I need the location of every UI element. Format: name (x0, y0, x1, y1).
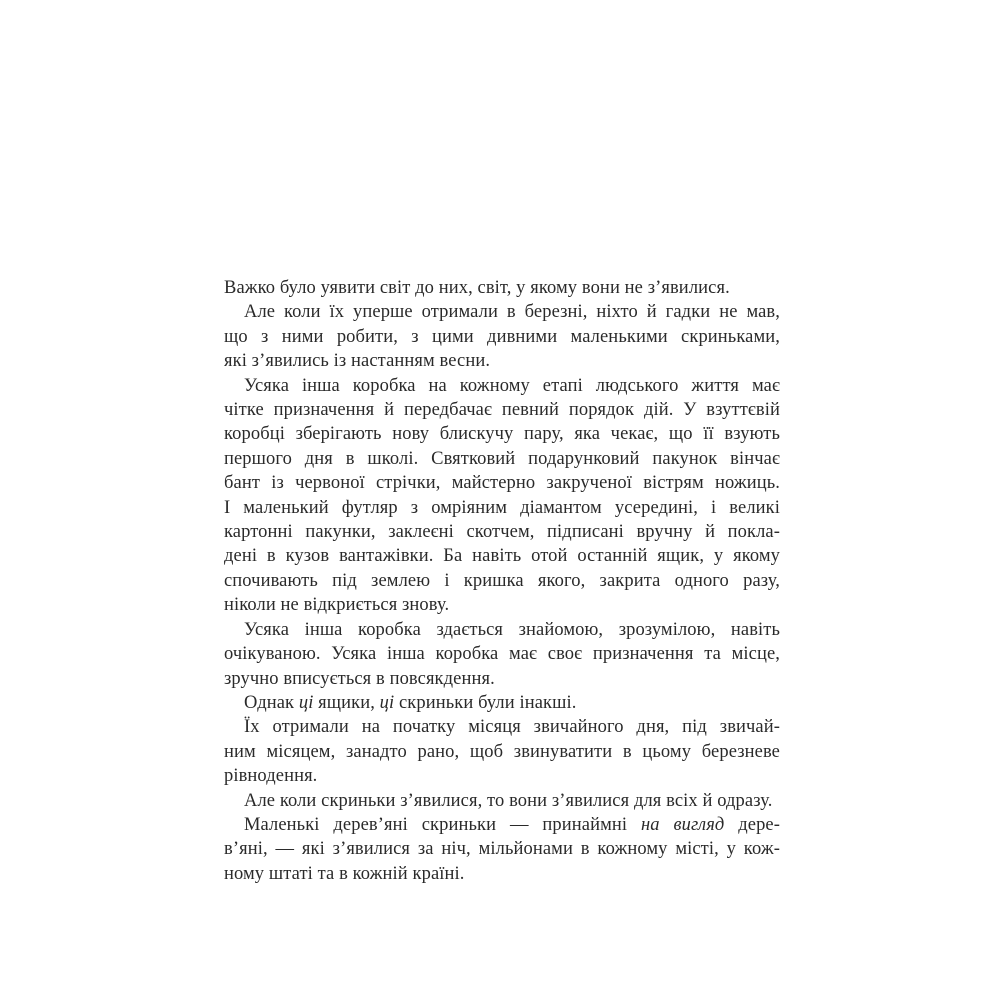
text-line (224, 300, 780, 324)
text-line (224, 422, 780, 446)
text-line (224, 618, 780, 642)
paragraph-3 (224, 374, 780, 618)
paragraph-1 (224, 276, 780, 300)
text-segment: Важко було уявити світ до них, світ, у якому вони не з’явилися. (224, 278, 730, 298)
text-segment: Але коли їх уперше отримали в березні, ніхто й гадки не мав, (244, 302, 780, 323)
text-segment: ним місяцем, занадто рано, щоб звинуватити в цьому березневе (224, 741, 780, 762)
text-segment: картонні пакунки, заклеєні скотчем, підписані вручну й покла- (224, 522, 780, 543)
text-line (224, 496, 780, 520)
italic-text: ці (298, 692, 314, 713)
text-line (224, 715, 780, 739)
text-line (224, 862, 780, 886)
text-segment: першого дня в школі. Святковий подарунковий пакунок вінчає (224, 448, 780, 469)
text-segment: бант із червоної стрічки, майстерно закрученої вістрям ножиць. (224, 473, 780, 494)
text-segment: очікуваною. Усяка інша коробка має своє призначення та місце, (224, 644, 780, 665)
italic-text: ці (379, 692, 395, 713)
text-segment: що з ними робити, з цими дивними маленькими скриньками, (224, 326, 780, 347)
text-segment: ному штаті та в кожній країні. (224, 863, 465, 884)
text-line (224, 520, 780, 544)
text-line (224, 764, 780, 788)
text-line (224, 349, 780, 373)
text-line (224, 593, 780, 617)
text-line (224, 276, 780, 300)
paragraph-4 (224, 618, 780, 691)
text-segment: І маленький футляр з омріяним діамантом усередині, і великі (224, 497, 780, 518)
text-segment: рівнодення. (224, 766, 318, 787)
text-segment: Але коли скриньки з’явилися, то вони з’явилися для всіх й одразу. (244, 790, 773, 811)
text-line (224, 569, 780, 593)
text-block (224, 276, 780, 886)
text-segment: дені в кузов вантажівки. Ба навіть отой останній ящик, у якому (224, 546, 780, 567)
text-line (224, 447, 780, 471)
text-line (224, 691, 780, 715)
text-line (224, 544, 780, 568)
text-segment: Маленькі дерев’яні скриньки — принаймні (244, 814, 641, 835)
text-line (224, 325, 780, 349)
text-segment: зручно вписується в повсякдення. (224, 668, 495, 689)
text-segment: Усяка інша коробка на кожному етапі людського життя має (244, 375, 780, 396)
text-line (224, 374, 780, 398)
text-segment: ящики, (313, 692, 380, 713)
text-segment: коробці зберігають нову блискучу пару, яка чекає, що її взують (224, 424, 780, 445)
text-line (224, 740, 780, 764)
paragraph-7 (224, 789, 780, 813)
text-segment: Однак (244, 692, 299, 713)
italic-text: на вигляд (641, 814, 725, 835)
text-line (224, 471, 780, 495)
text-segment: ніколи не відкриється знову. (224, 595, 450, 616)
text-line (224, 789, 780, 813)
paragraph-2 (224, 300, 780, 373)
text-segment: чітке призначення й передбачає певний порядок дій. У взуттєвій (224, 400, 780, 421)
text-segment: Їх отримали на початку місяця звичайного дня, під звичай- (244, 717, 780, 738)
text-line (224, 813, 780, 837)
paragraph-5 (224, 691, 780, 715)
text-segment: спочивають під землею і кришка якого, закрита одного разу, (224, 570, 780, 591)
text-segment: в’яні, — які з’явилися за ніч, мільйонами в кожному місті, у кож- (224, 839, 780, 860)
text-segment: які з’явились із настанням весни. (224, 351, 491, 372)
text-line (224, 667, 780, 691)
text-segment: Усяка інша коробка здається знайомою, зрозумілою, навіть (244, 619, 780, 640)
text-line (224, 398, 780, 422)
paragraph-6 (224, 715, 780, 788)
text-segment: скриньки були інакші. (394, 692, 577, 713)
text-line (224, 642, 780, 666)
text-line (224, 837, 780, 861)
paragraph-8 (224, 813, 780, 886)
text-segment: дере- (724, 814, 780, 835)
